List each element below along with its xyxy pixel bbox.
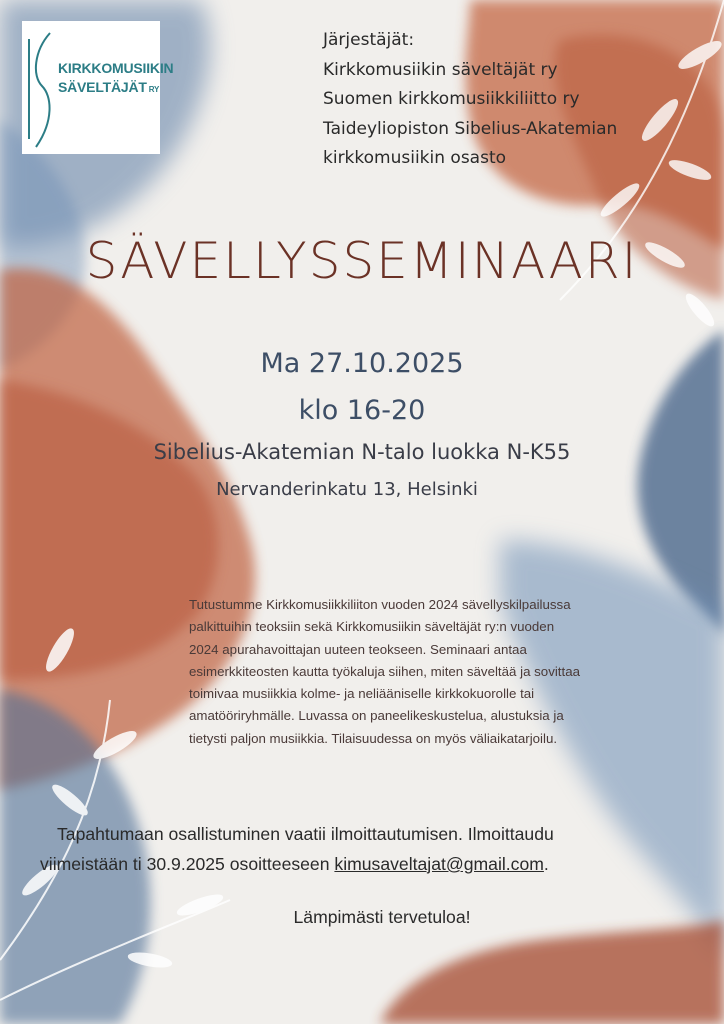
registration-line2 — [40, 849, 720, 879]
logo-text-line2: SÄVELTÄJÄT RY — [58, 79, 160, 95]
description-line: palkittuihin teoksiin sekä Kirkkomusiikin säveltäjät ry:n vuoden — [189, 619, 555, 635]
organizers-block — [323, 26, 683, 174]
organizer-line: Kirkkomusiikin säveltäjät ry — [323, 59, 558, 80]
terracotta-wash-bottom-right — [380, 920, 724, 1024]
description-line: Tutustumme Kirkkomusiikkiliiton vuoden 2024 sävellyskilpailussa — [189, 597, 571, 612]
event-title: SÄVELLYSSEMINAARI — [85, 232, 639, 290]
description-line: toimivaa musiikkia kolme- ja neliääniselle kirkkokuorolle tai — [189, 686, 535, 702]
event-time: klo 16-20 — [298, 395, 426, 426]
registration-line1: Tapahtumaan osallistuminen vaatii ilmoittautumisen. Ilmoittaudu — [57, 824, 554, 844]
welcome-text: Lämpimästi tervetuloa! — [293, 907, 471, 927]
event-description — [189, 594, 714, 750]
event-address: Nervanderinkatu 13, Helsinki — [216, 479, 478, 500]
event-place: Sibelius-Akatemian N-talo luokka N-K55 — [153, 440, 571, 464]
logo-text-line1: KIRKKOMUSIIKIN — [58, 60, 174, 76]
event-date: Ma 27.10.2025 — [260, 348, 464, 379]
description-line: esimerkkiteosten kautta työkaluja siihen, miten säveltää ja sovittaa — [189, 663, 580, 679]
registration-line2-text: viimeistään ti 30.9.2025 osoitteeseen — [40, 854, 335, 874]
organizer-line: Suomen kirkkomusiikkiliitto ry — [323, 89, 580, 109]
organization-logo — [22, 21, 174, 154]
registration-info — [40, 819, 720, 879]
description-line: amatööriryhmälle. Luvassa on paneelikeskustelua, alustuksia ja — [189, 708, 564, 724]
organizers-heading: Järjestäjät: — [323, 30, 415, 50]
description-line: tietysti paljon musiikkia. Tilaisuudessa on myös väliaikatarjoilu. — [189, 730, 558, 746]
description-line: 2024 apurahavoittajan uuteen teokseen. Seminaari antaa — [189, 641, 527, 657]
organizer-line: kirkkomusiikin osasto — [323, 148, 507, 168]
organizer-line: Taideyliopiston Sibelius-Akatemian — [323, 118, 618, 139]
registration-line2-end: . — [543, 854, 549, 874]
email-link[interactable]: kimusaveltajat@gmail.com — [334, 854, 544, 874]
